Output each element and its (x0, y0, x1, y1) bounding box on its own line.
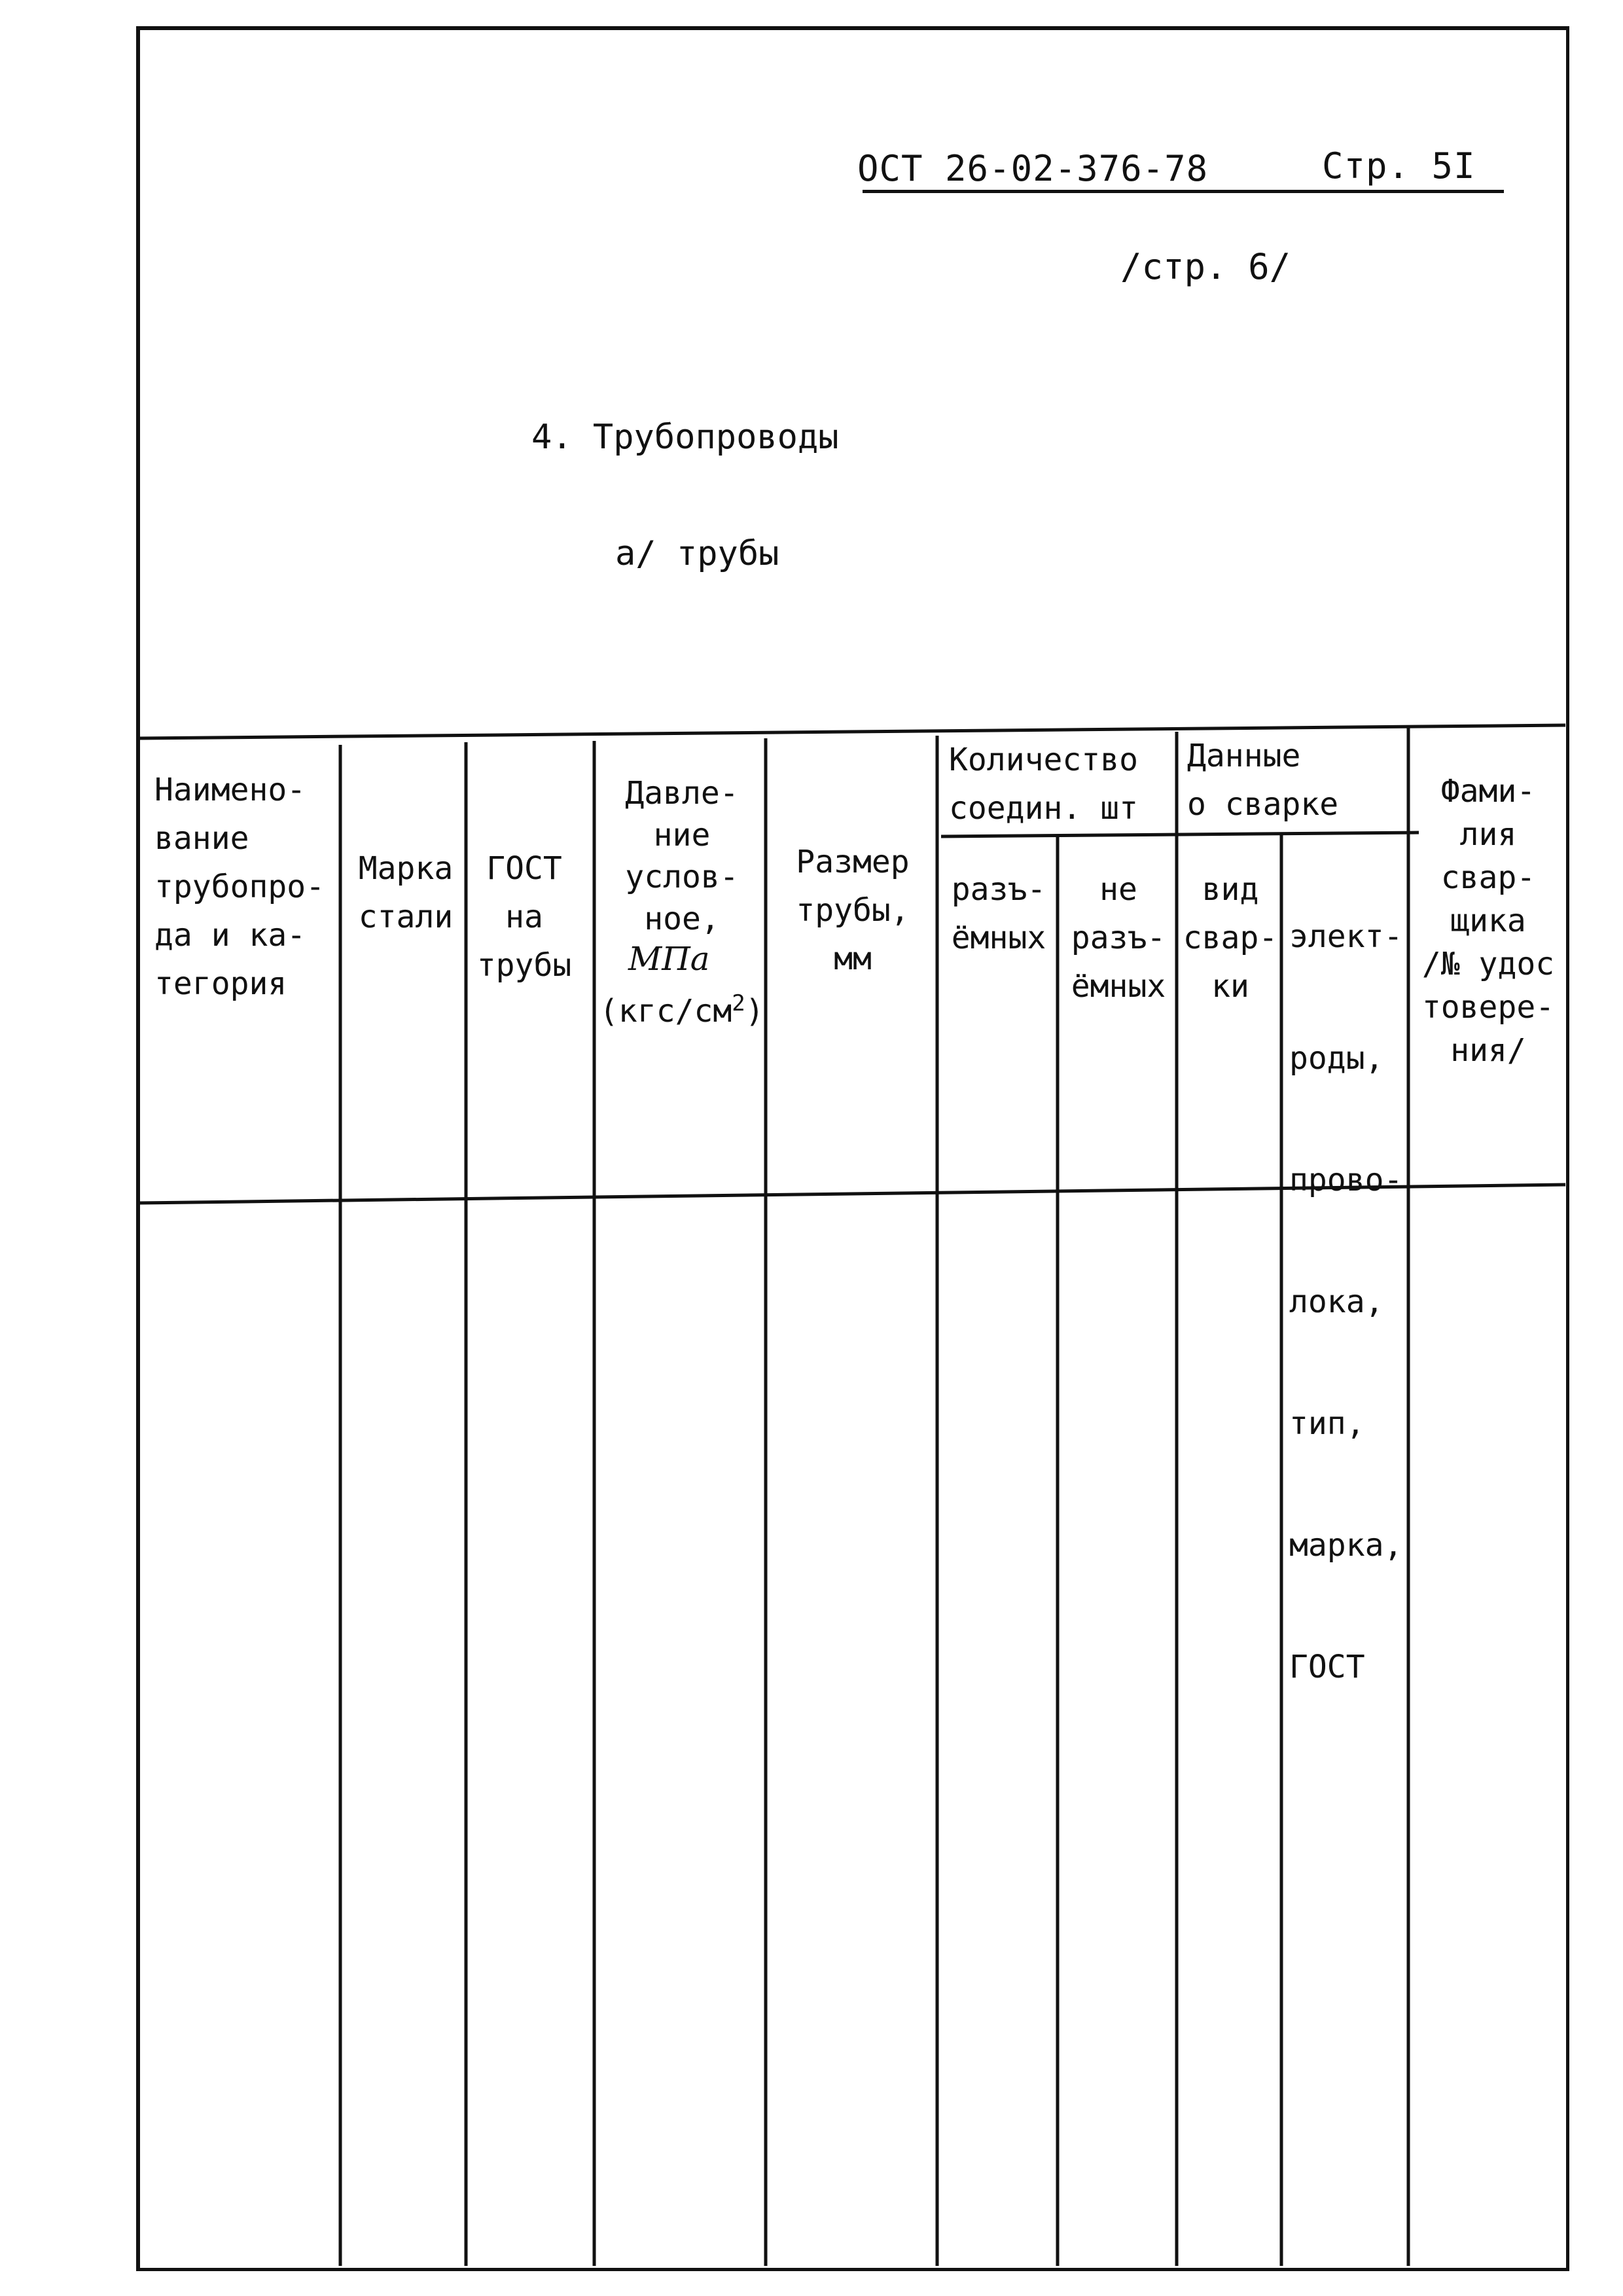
section-title: 4. Трубопроводы (531, 418, 839, 457)
header-steel-grade: Марка стали (358, 850, 454, 935)
header-joints-detachable: разъ- ёмных (951, 871, 1046, 956)
document-code: ОСТ 26-02-376-78 (857, 148, 1209, 189)
table-top-border (139, 725, 1565, 738)
electrodes-line-2: роды, (1289, 1040, 1384, 1077)
header-joints-count: Количество соедин. шт (949, 742, 1138, 827)
header-pressure-unit-kgf: $(кгс/см^2)$ (599, 990, 764, 1030)
header-weld-type: вид свар- ки (1183, 871, 1278, 1005)
header-welder: Фами- лия свар- щика /№ удос товере- ния/ (1421, 773, 1555, 1069)
header-pipeline-name: Наимено- вание трубопро- да и ка- тегория (154, 772, 325, 1002)
header-pressure-unit-mpa: МПа (628, 940, 710, 978)
header-joints-fixed: не разъ- ёмных (1071, 871, 1166, 1005)
original-page-number: /стр. 6/ (1120, 246, 1291, 287)
header-welding-data: Данные о сварке (1187, 738, 1339, 823)
electrodes-line-3: прово- (1289, 1162, 1403, 1198)
electrodes-line-6: марка, (1289, 1527, 1403, 1564)
electrodes-line-7: ГОСТ (1289, 1649, 1365, 1685)
electrodes-line-4: лока, (1289, 1283, 1384, 1320)
header-electrodes (1289, 835, 1402, 1728)
header-pressure: Давле- ние услов- ное, (625, 775, 739, 937)
electrodes-line-1: элект- (1289, 918, 1403, 955)
subsection-title: а/ трубы (615, 534, 779, 573)
header-pipe-gost: ГОСТ на трубы (476, 850, 572, 984)
electrodes-line-5: тип, (1289, 1405, 1365, 1442)
page-number: Стр. 5I (1322, 145, 1476, 187)
header-pipe-size: Размер трубы, мм (796, 844, 910, 977)
